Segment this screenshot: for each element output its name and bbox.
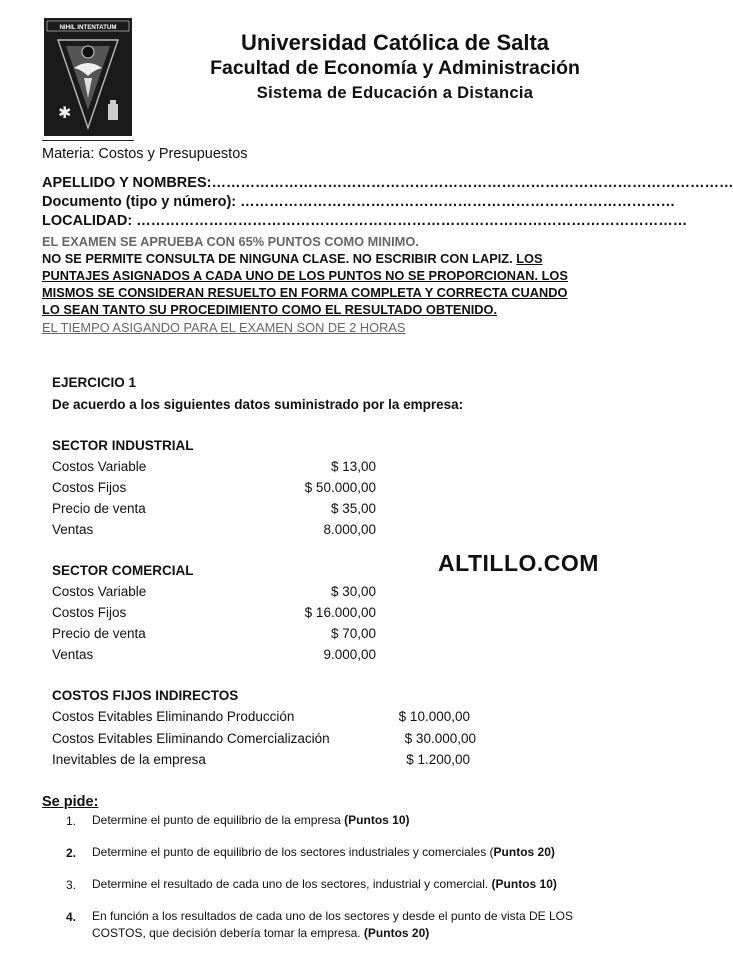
comercial-title: SECTOR COMERCIAL bbox=[52, 563, 194, 578]
task-number: 3. bbox=[66, 878, 77, 892]
crest-underline bbox=[42, 140, 134, 141]
industrial-label-2: Precio de venta bbox=[52, 501, 146, 516]
exercise-title: EJERCICIO 1 bbox=[52, 375, 137, 390]
comercial-value-1: $ 16.000,00 bbox=[304, 605, 376, 620]
document-label: Documento (tipo y número): bbox=[42, 194, 237, 210]
indirectos-value-1: $ 30.000,00 bbox=[404, 731, 476, 746]
task-number: 2. bbox=[66, 846, 77, 860]
comercial-label-1: Costos Fijos bbox=[52, 605, 127, 620]
task-item bbox=[92, 876, 672, 893]
surname-dots: ……………………………………………………………………………………………… bbox=[211, 175, 733, 191]
task-number: 4. bbox=[66, 910, 77, 924]
comercial-value-2: $ 70,00 bbox=[330, 626, 376, 641]
task-text: En función a los resultados de cada uno de los sectores y desde el punto de vista DE LOS COSTOS, que decisión debería tomar la empresa. bbox=[92, 909, 573, 940]
indirectos-value-2: $ 1.200,00 bbox=[406, 752, 470, 767]
task-number: 1. bbox=[66, 814, 77, 828]
industrial-title: SECTOR INDUSTRIAL bbox=[52, 438, 194, 453]
rule-line-1-underlined: LOS bbox=[516, 251, 543, 266]
university-name: Universidad Católica de Salta bbox=[240, 30, 550, 55]
industrial-label-0: Costos Variable bbox=[52, 459, 147, 474]
university-crest bbox=[44, 18, 132, 136]
indirectos-value-0: $ 10.000,00 bbox=[398, 709, 470, 724]
task-item bbox=[92, 844, 672, 861]
industrial-value-3: 8.000,00 bbox=[323, 522, 376, 537]
industrial-label-3: Ventas bbox=[52, 522, 94, 537]
task-text: Determine el punto de equilibrio de la empresa bbox=[92, 813, 345, 827]
indirectos-label-2: Inevitables de la empresa bbox=[52, 752, 206, 767]
industrial-value-1: $ 50.000,00 bbox=[304, 480, 376, 495]
system-name: Sistema de Educación a Distancia bbox=[256, 84, 534, 102]
locality-dots: …………………………………………………………………………………………………… bbox=[136, 213, 688, 229]
surname-field[interactable] bbox=[42, 175, 733, 191]
rule-line-3: MISMOS SE CONSIDERAN RESUELTO EN FORMA COMPLETA Y CORRECTA CUANDO bbox=[42, 285, 568, 300]
rule-line-1-plain: NO SE PERMITE CONSULTA DE NINGUNA CLASE. NO ESCRIBIR CON LAPIZ. bbox=[42, 251, 517, 266]
document-field[interactable] bbox=[42, 194, 676, 210]
comercial-value-0: $ 30,00 bbox=[330, 584, 376, 599]
industrial-label-1: Costos Fijos bbox=[52, 480, 127, 495]
task-points: Puntos 20) bbox=[493, 845, 555, 859]
rule-line-1 bbox=[42, 251, 665, 266]
task-text: Determine el punto de equilibrio de los sectores industriales y comerciales ( bbox=[92, 845, 494, 859]
locality-label: LOCALIDAD: bbox=[42, 213, 133, 229]
svg-text:NIHIL INTENTATUM: NIHIL INTENTATUM bbox=[59, 24, 117, 31]
task-item bbox=[92, 812, 672, 829]
task-points: (Puntos 20) bbox=[363, 926, 430, 940]
surname-label: APELLIDO Y NOMBRES: bbox=[42, 175, 212, 191]
comercial-value-3: 9.000,00 bbox=[323, 647, 376, 662]
comercial-label-0: Costos Variable bbox=[52, 584, 147, 599]
locality-field[interactable] bbox=[42, 213, 688, 229]
rule-line-4: LO SEAN TANTO SU PROCEDIMIENTO COMO EL RESULTADO OBTENIDO. bbox=[42, 302, 498, 317]
time-rule: EL TIEMPO ASIGANDO PARA EL EXAMEN SON DE 2 HORAS bbox=[42, 320, 406, 335]
rule-line-2: PUNTAJES ASIGNADOS A CADA UNO DE LOS PUNTOS NO SE PROPORCIONAN. LOS bbox=[42, 268, 568, 283]
document-dots: ……………………………………………………………………………… bbox=[240, 194, 676, 210]
indirectos-title: COSTOS FIJOS INDIRECTOS bbox=[52, 688, 239, 703]
tasks-title: Se pide: bbox=[42, 794, 99, 810]
industrial-value-0: $ 13,00 bbox=[330, 459, 376, 474]
watermark: ALTILLO.COM bbox=[438, 550, 599, 576]
subject-line: Materia: Costos y Presupuestos bbox=[42, 146, 248, 162]
comercial-label-2: Precio de venta bbox=[52, 626, 146, 641]
task-points: (Puntos 10) bbox=[491, 877, 557, 891]
industrial-value-2: $ 35,00 bbox=[330, 501, 376, 516]
indirectos-label-1: Costos Evitables Eliminando Comercialización bbox=[52, 731, 330, 746]
task-points: (Puntos 10) bbox=[344, 813, 410, 827]
svg-text:✱: ✱ bbox=[58, 103, 72, 122]
comercial-label-3: Ventas bbox=[52, 647, 94, 662]
exercise-intro: De acuerdo a los siguientes datos suministrado por la empresa: bbox=[52, 397, 464, 412]
approval-rule: EL EXAMEN SE APRUEBA CON 65% PUNTOS COMO MINIMO. bbox=[42, 234, 419, 249]
faculty-name: Facultad de Economía y Administración bbox=[210, 57, 580, 79]
task-text: Determine el resultado de cada uno de los sectores, industrial y comercial. bbox=[92, 877, 492, 891]
indirectos-label-0: Costos Evitables Eliminando Producción bbox=[52, 709, 295, 724]
task-item bbox=[92, 908, 582, 942]
